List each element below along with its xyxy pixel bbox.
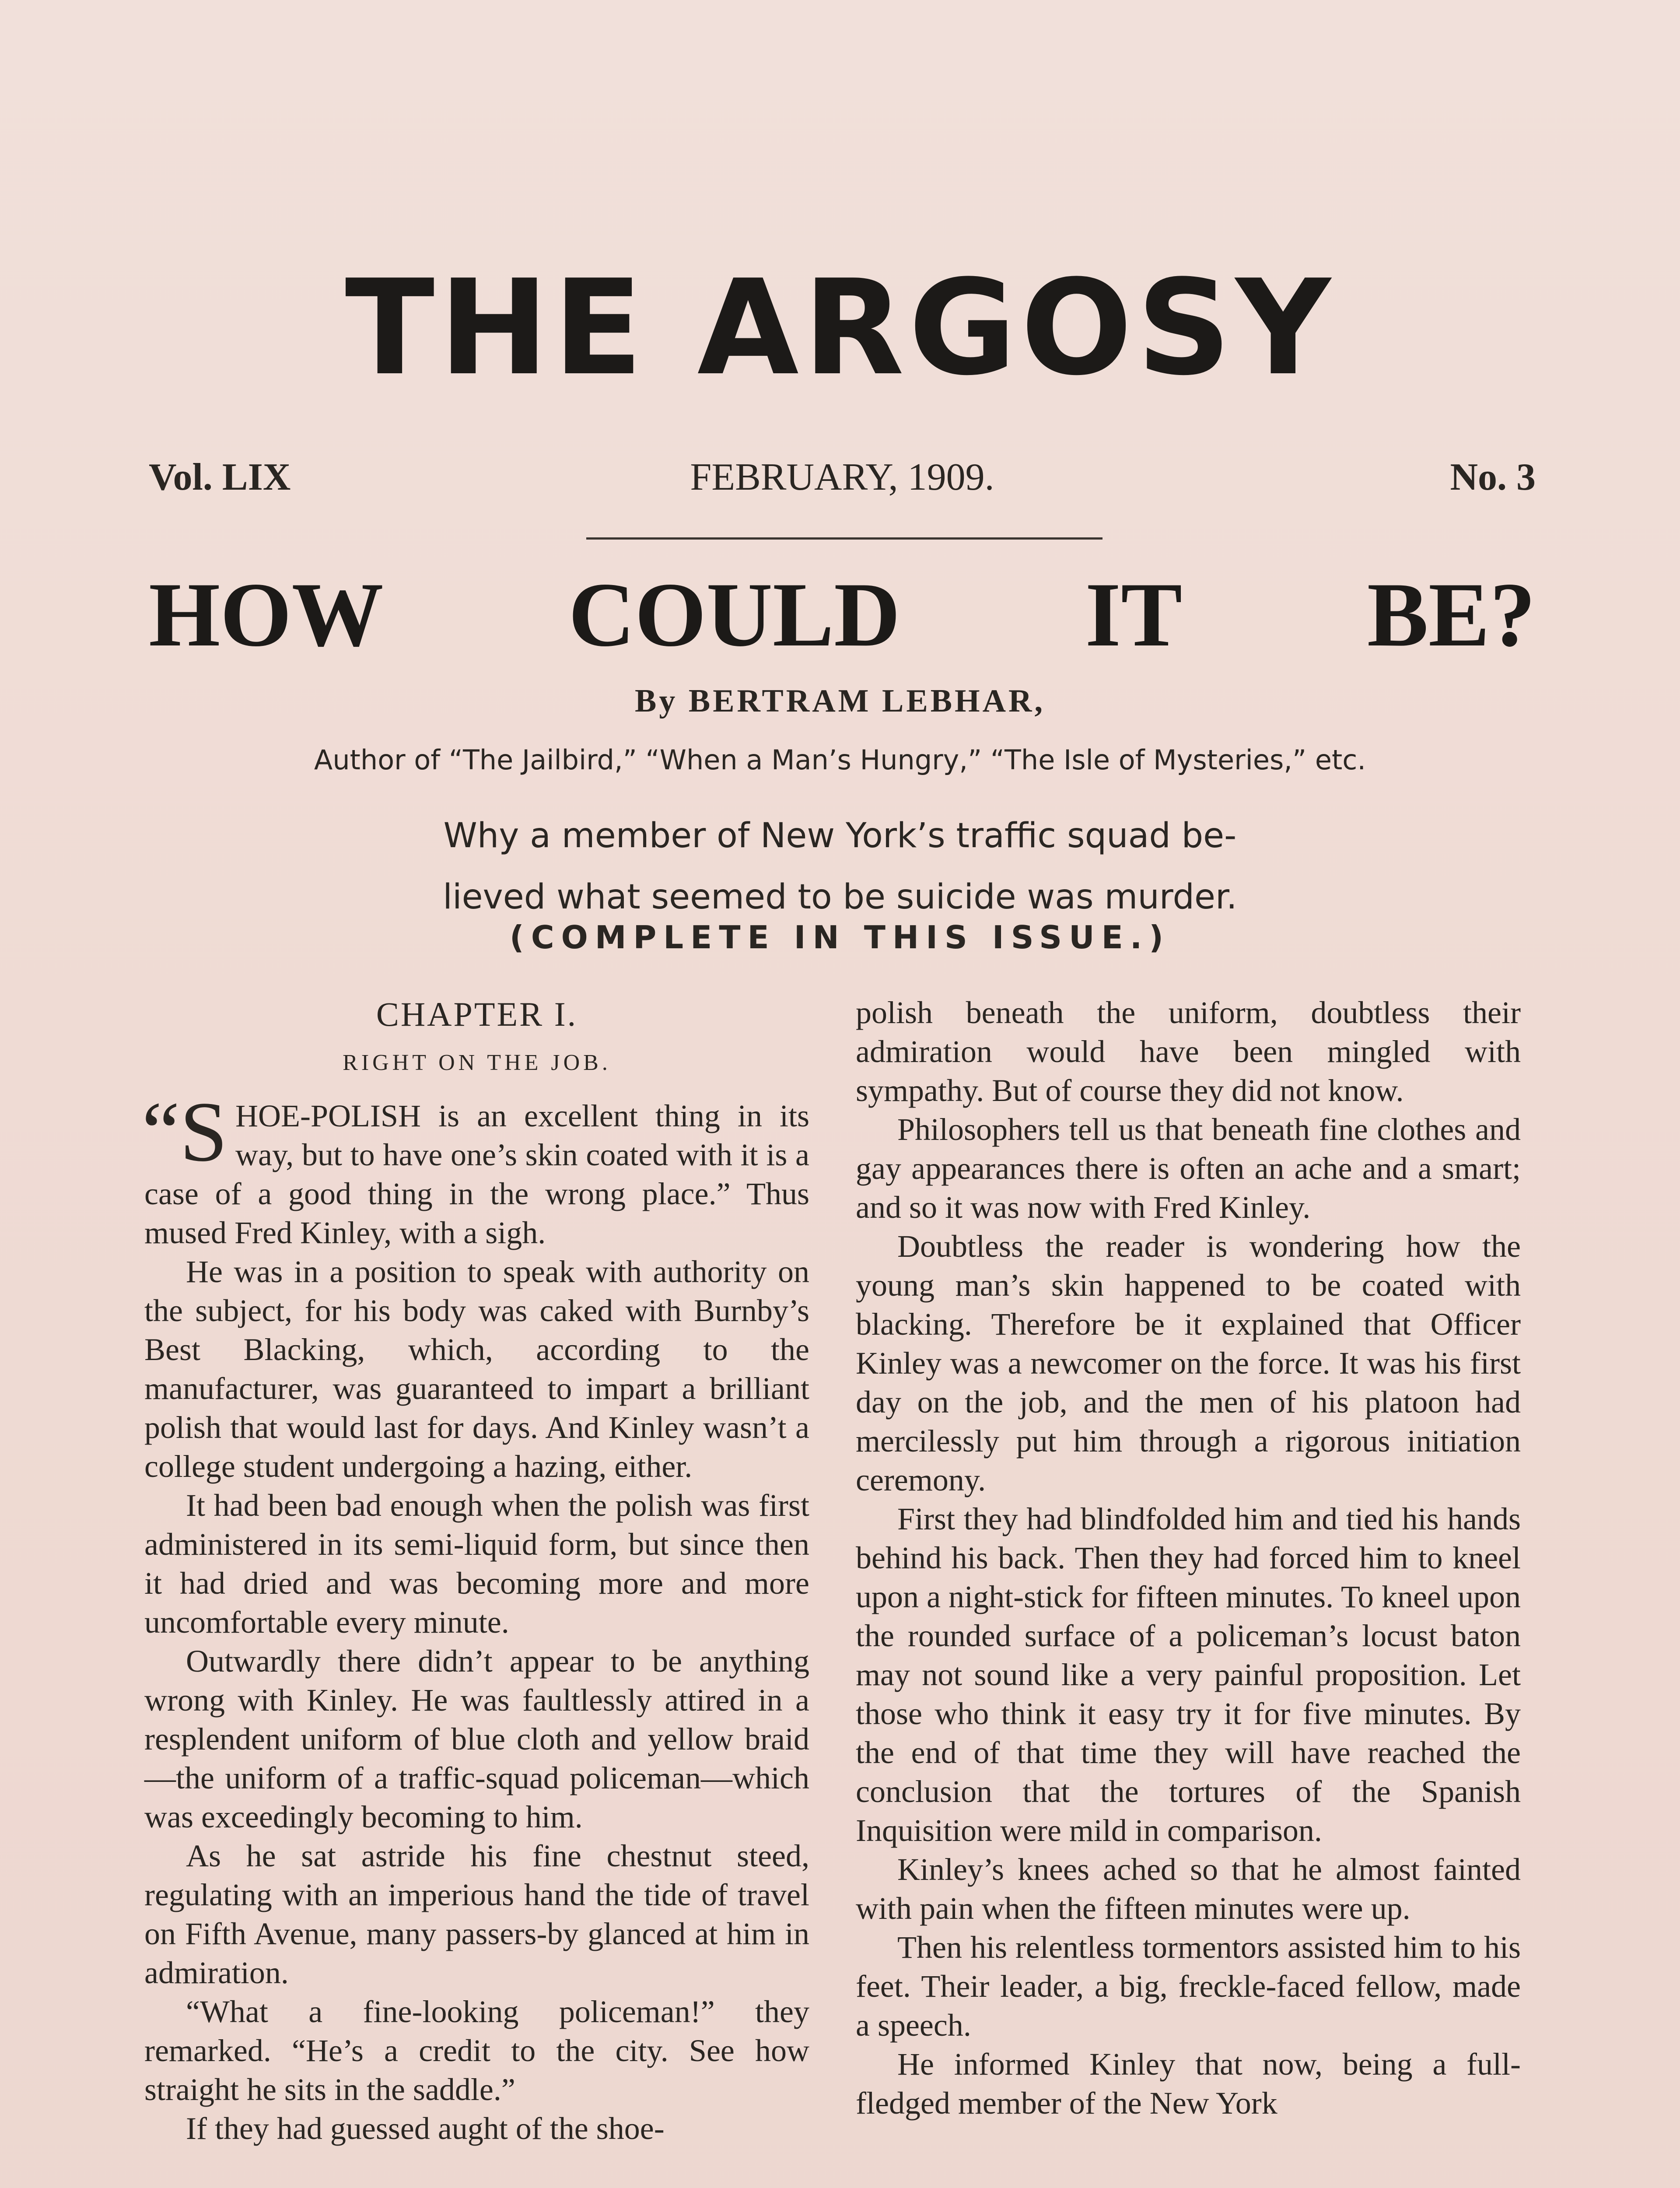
paragraph: As he sat astride his fine chestnut steed, regulating with an imperious hand the tide of travel on Fifth Avenue, many passers-by glanced at him in admiration. bbox=[144, 1838, 809, 1990]
left-column bbox=[144, 993, 809, 2148]
author-credits: Author of “The Jailbird,” “When a Man’s Hungry,” “The Isle of Mysteries,” etc. bbox=[314, 744, 1366, 776]
drop-cap bbox=[142, 1084, 228, 1179]
complete-note: (COMPLETE IN THIS ISSUE.) bbox=[509, 919, 1171, 956]
chapter-heading: CHAPTER I. bbox=[376, 995, 578, 1033]
divider-rule bbox=[586, 537, 1102, 540]
story-summary bbox=[0, 805, 1680, 928]
paragraph: Outwardly there didn’t appear to be anything wrong with Kinley. He was faultlessly attired in a resplendent uniform of blue cloth and yellow braid—the uniform of a traffic-squad policeman—which was exceedingly becoming to him. bbox=[144, 1644, 809, 1834]
issue-date: FEBRUARY, 1909. bbox=[690, 456, 994, 498]
drop-cap-letter: S bbox=[180, 1084, 228, 1179]
opening-paragraph bbox=[142, 1084, 809, 1252]
chapter-subhead: RIGHT ON THE JOB. bbox=[343, 1050, 611, 1075]
opening-text: HOE-POLISH is an excellent thing in its way, but to have one’s skin coated with it is a case of a good thing in the wrong place.” Thus mused Fred Kinley, with a sigh. bbox=[144, 1098, 809, 1250]
summary-line: Why a member of New York’s traffic squad be- bbox=[443, 816, 1237, 856]
title-word: HOW bbox=[149, 564, 384, 666]
paragraph: “What a fine-looking policeman!” they remarked. “He’s a credit to the city. See how straight he sits in the saddle.” bbox=[144, 1994, 809, 2107]
paragraph: Kinley’s knees ached so that he almost fainted with pain when the fifteen minutes were up. bbox=[856, 1852, 1521, 1926]
volume-label: Vol. LIX bbox=[149, 456, 291, 498]
summary-line: lieved what seemed to be suicide was murder. bbox=[443, 877, 1237, 917]
issue-number: No. 3 bbox=[1450, 456, 1536, 498]
story-title bbox=[149, 564, 1536, 666]
issue-line bbox=[149, 455, 1536, 503]
title-word: BE? bbox=[1367, 564, 1536, 666]
paragraph: First they had blindfolded him and tied his hands behind his back. Then they had forced him to kneel upon a night-stick for fifteen minutes. To kneel upon the rounded surface of a policeman’s locust baton may not sound like a very painful proposition. Let those who think it easy try it for five minutes. By the end of that time they will have reached the conclusion that the tortures of the Spanish Inquisition were mild in comparison. bbox=[856, 1501, 1521, 1848]
paragraph: Then his relentless tormentors assisted him to his feet. Their leader, a big, freckle-faced fellow, made a speech. bbox=[856, 1930, 1521, 2043]
paragraph: He informed Kinley that now, being a full-fledged member of the New York bbox=[856, 2047, 1521, 2121]
paragraph: Philosophers tell us that beneath fine clothes and gay appearances there is often an ache and a smart; and so it was now with Fred Kinley. bbox=[856, 1112, 1521, 1225]
paragraph: If they had guessed aught of the shoe- bbox=[186, 2111, 665, 2146]
paragraph: It had been bad enough when the polish was first administered in its semi-liquid form, but since then it had dried and was becoming more and more uncomfortable every minute. bbox=[144, 1488, 809, 1640]
masthead: THE ARGOSY bbox=[345, 252, 1335, 404]
paragraph-continuation: polish beneath the uniform, doubtless their admiration would have been mingled with sympathy. But of course they did not know. bbox=[856, 995, 1521, 1108]
paragraph: Doubtless the reader is wondering how the young man’s skin happened to be coated with blacking. Therefore be it explained that Officer Kinley was a newcomer on the force. It was his first day on the job, and the men of his platoon had mercilessly put him through a rigorous initiation ceremony. bbox=[856, 1229, 1521, 1497]
paragraph: He was in a position to speak with authority on the subject, for his body was caked with Burnby’s Best Blacking, which, according to the manufacturer, was guaranteed to impart a brilliant polish that would last for days. And Kinley wasn’t a college student undergoing a hazing, either. bbox=[144, 1254, 809, 1484]
right-column bbox=[856, 993, 1521, 2123]
title-word: COULD bbox=[568, 564, 900, 666]
open-quote: “ bbox=[142, 1084, 180, 1179]
title-word: IT bbox=[1085, 564, 1183, 666]
byline: By BERTRAM LEBHAR, bbox=[634, 683, 1045, 719]
